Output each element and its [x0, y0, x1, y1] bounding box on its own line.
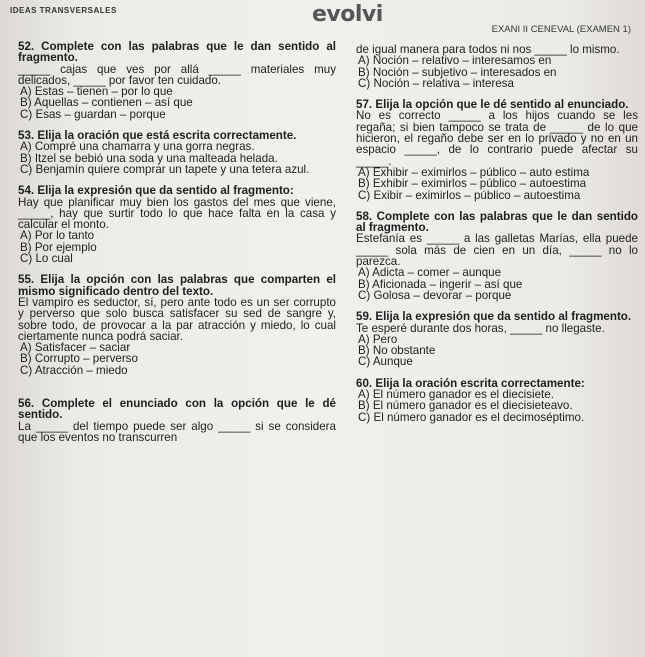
question-59-option-b[interactable]: B) No obstante — [358, 344, 436, 358]
question-57 — [356, 99, 638, 201]
question-53 — [18, 130, 336, 175]
question-59-option-c[interactable]: C) Aunque — [358, 355, 413, 369]
question-52-stem: 52. Complete con las palabras que le dan sentido al fragmento. — [18, 40, 336, 65]
header-section-label: IDEAS TRANSVERSALES — [10, 6, 117, 15]
question-52-continued — [356, 44, 638, 89]
question-58-option-c[interactable]: C) Golosa – devorar – porque — [358, 288, 512, 302]
question-59-stem: 59. Elija la expresión que da sentido al fragmento. — [356, 310, 632, 324]
question-52-continued-option-b[interactable]: B) Noción – subjetivo – interesados en — [358, 65, 557, 79]
question-57-option-b[interactable]: B) Exhibir – eximirlos – público – autoestima — [358, 177, 587, 191]
question-58-passage: Estefanía es _____ a las galletas Marías, ella puede _____ sola más de cien en un día, _____ no lo parezca. — [356, 232, 638, 269]
question-52-continued-option-c[interactable]: C) Noción – relativa – interesa — [358, 76, 514, 90]
question-55 — [18, 274, 336, 376]
question-57-option-a[interactable]: A) Exhibir – eximirlos – público – auto estima — [358, 165, 590, 179]
question-55-option-a[interactable]: A) Satisfacer – saciar — [20, 341, 131, 355]
question-53-stem: 53. Elija la oración que está escrita correctamente. — [18, 129, 297, 143]
question-52-option-c[interactable]: C) Esas – guardan – porque — [20, 107, 166, 121]
question-58 — [356, 211, 638, 301]
question-54-option-a[interactable]: A) Por lo tanto — [20, 229, 95, 243]
question-55-option-b[interactable]: B) Corrupto – perverso — [20, 352, 138, 366]
question-55-option-c[interactable]: C) Atracción – miedo — [20, 363, 128, 377]
left-column — [18, 41, 336, 453]
question-60-stem: 60. Elija la oración escrita correctamente: — [356, 376, 585, 390]
question-59-option-a[interactable]: A) Pero — [358, 332, 398, 346]
question-55-passage: El vampiro es seductor, sí, pero ante todo es un ser corrupto y perverso que solo busca satisfacer su sed de sangre y, sobre todo, de provocar a la par atracción y miedo, lo cual ciertamente nunca podrá saciar. — [18, 295, 336, 343]
question-60 — [356, 378, 638, 423]
question-54-option-c[interactable]: C) Lo cual — [20, 252, 73, 266]
question-55-stem: 55. Elija la opción con las palabras que comparten el mismo significado dentro del texto. — [18, 273, 336, 298]
question-58-option-b[interactable]: B) Aficionada – ingerir – así que — [358, 277, 523, 291]
question-52-continued-passage: de igual manera para todos ni nos _____ lo mismo. — [356, 43, 620, 56]
question-54-passage: Hay que planificar muy bien los gastos del mes que viene, _____, hay que surtir todo lo que hace falta en la casa y calcular el monto. — [18, 195, 336, 232]
question-56-stem: 56. Complete el enunciado con la opción que le dé sentido. — [18, 397, 336, 422]
question-53-option-a[interactable]: A) Compré una chamarra y una gorra negras. — [20, 140, 255, 154]
question-52 — [18, 41, 336, 120]
question-57-passage: No es correcto _____ a los hijos cuando se les regaña; si bien tampoco se trata de _____ de lo que hicieron, el regaño debe ser en lo privado y no en un espacio _____, de lo contrario puede afectar su _____. — [356, 109, 638, 168]
question-57-stem: 57. Elija la opción que le dé sentido al enunciado. — [356, 98, 629, 112]
question-54-option-b[interactable]: B) Por ejemplo — [20, 240, 97, 254]
question-60-option-c[interactable]: C) El número ganador es el decimoséptimo. — [358, 410, 585, 424]
question-52-option-b[interactable]: B) Aquellas – contienen – así que — [20, 96, 193, 110]
question-56-passage: La _____ del tiempo puede ser algo _____ si se considera que los eventos no transcurren — [18, 419, 336, 444]
question-60-option-b[interactable]: B) El número ganador es el diecisieteavo. — [358, 399, 573, 413]
question-53-option-b[interactable]: B) Itzel se bebió una soda y una malteada helada. — [20, 151, 278, 165]
question-52-continued-option-a[interactable]: A) Noción – relativo – interesamos en — [358, 54, 552, 68]
header-exam-title: EXANI II CENEVAL (EXAMEN 1) — [491, 24, 631, 35]
question-54 — [18, 185, 336, 264]
right-column — [356, 44, 638, 433]
question-53-option-c[interactable]: C) Benjamín quiere comprar un tapete y una tetera azul. — [20, 162, 310, 176]
question-59 — [356, 311, 638, 367]
question-54-stem: 54. Elija la expresión que da sentido al fragmento: — [18, 184, 294, 198]
question-57-option-c[interactable]: C) Exibir – eximirlos – público – autoestima — [358, 188, 581, 202]
question-60-option-a[interactable]: A) El número ganador es el diecisiete. — [358, 388, 554, 402]
evolvi-logo: evolvi — [312, 2, 383, 27]
question-58-stem: 58. Complete con las palabras que le dan sentido al fragmento. — [356, 209, 638, 235]
question-52-passage: _____ cajas que ves por allá _____ materiales muy delicados, _____ por favor ten cuidado. — [18, 62, 336, 87]
question-52-option-a[interactable]: A) Estas – tienen – por lo que — [20, 85, 173, 99]
question-59-passage: Te esperé durante dos horas, _____ no llegaste. — [356, 321, 605, 335]
question-58-option-a[interactable]: A) Adicta – comer – aunque — [358, 266, 502, 280]
question-56 — [18, 398, 336, 443]
